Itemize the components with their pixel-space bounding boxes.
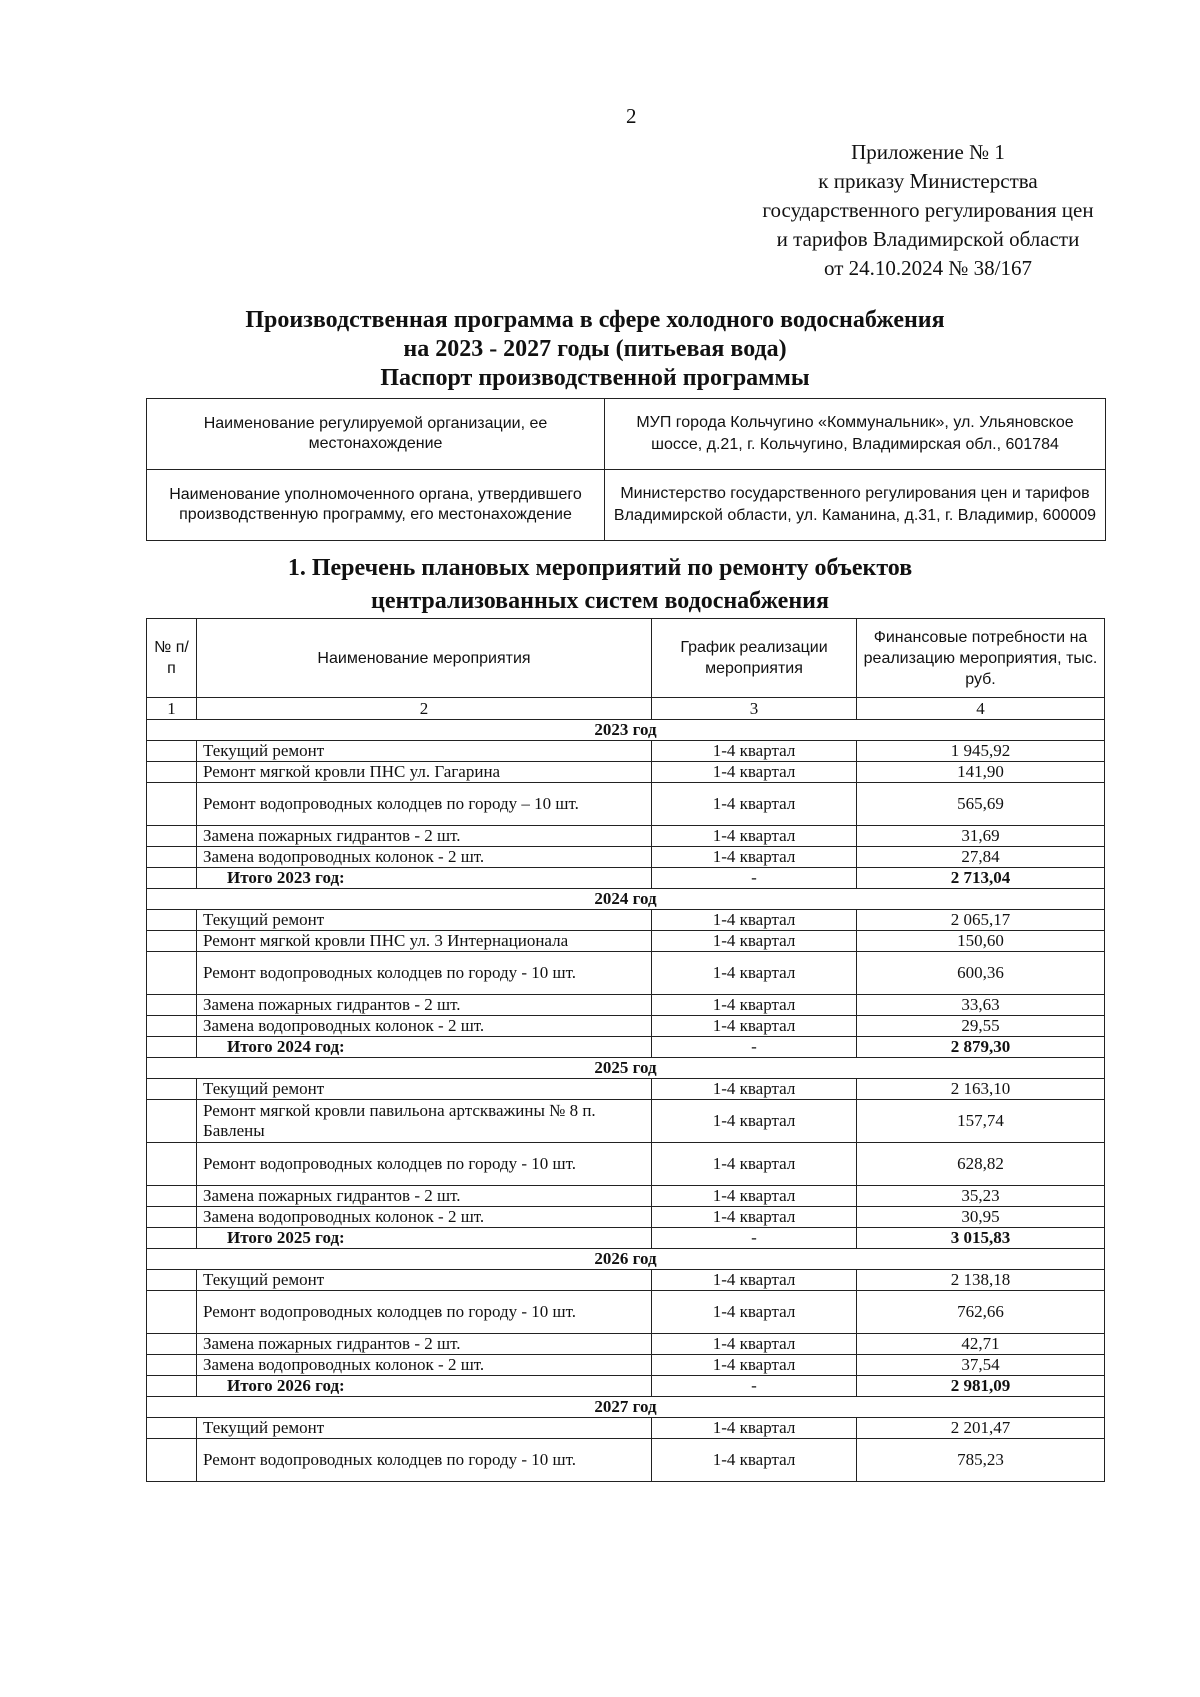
title-line-3: Паспорт производственной программы [380, 365, 810, 391]
event-amount: 628,82 [857, 1143, 1105, 1186]
event-name: Замена водопроводных колонок - 2 шт. [197, 847, 652, 868]
table-row [147, 1207, 1105, 1228]
year-label: 2023 год [147, 720, 1105, 741]
table-row [147, 847, 1105, 868]
row-number [147, 741, 197, 762]
passport-row [147, 399, 1106, 470]
title-line-2: на 2023 - 2027 годы (питьевая вода) [403, 336, 787, 362]
row-number [147, 1228, 197, 1249]
header-cell-amount: Финансовые потребности на реализацию мероприятия, тыс. руб. [857, 619, 1105, 698]
table-row [147, 952, 1105, 995]
row-number [147, 1143, 197, 1186]
event-name: Текущий ремонт [197, 1418, 652, 1439]
event-schedule: 1-4 квартал [652, 1016, 857, 1037]
event-name: Замена пожарных гидрантов - 2 шт. [197, 1186, 652, 1207]
event-amount: 2 065,17 [857, 910, 1105, 931]
row-number [147, 1037, 197, 1058]
event-schedule: 1-4 квартал [652, 1143, 857, 1186]
event-schedule: 1-4 квартал [652, 762, 857, 783]
appendix-line: от 24.10.2024 № 38/167 [823, 256, 1033, 280]
table-row [147, 783, 1105, 826]
event-name: Замена водопроводных колонок - 2 шт. [197, 1355, 652, 1376]
event-schedule: 1-4 квартал [652, 847, 857, 868]
event-name: Ремонт водопроводных колодцев по городу - 10 шт. [197, 1143, 652, 1186]
row-number [147, 1376, 197, 1397]
row-number [147, 1418, 197, 1439]
passport-value: Министерство государственного регулирования цен и тарифов Владимирской области, ул. Каманина, д.31, г. Владимир, 600009 [605, 470, 1106, 541]
year-label: 2027 год [147, 1397, 1105, 1418]
event-amount: 30,95 [857, 1207, 1105, 1228]
total-amount: 2 713,04 [857, 868, 1105, 889]
row-number [147, 1079, 197, 1100]
column-number: 3 [652, 698, 857, 720]
event-name: Ремонт водопроводных колодцев по городу – 10 шт. [197, 783, 652, 826]
event-name: Текущий ремонт [197, 1079, 652, 1100]
event-name: Ремонт мягкой кровли павильона артскважины № 8 п. Бавлены [197, 1100, 652, 1143]
total-row [147, 1037, 1105, 1058]
event-amount: 150,60 [857, 931, 1105, 952]
total-label: Итого 2025 год: [197, 1228, 652, 1249]
year-label: 2026 год [147, 1249, 1105, 1270]
event-amount: 157,74 [857, 1100, 1105, 1143]
event-amount: 2 201,47 [857, 1418, 1105, 1439]
total-row [147, 1376, 1105, 1397]
passport-value: МУП города Кольчугино «Коммунальник», ул. Ульяновское шоссе, д.21, г. Кольчугино, Владимирская обл., 601784 [605, 399, 1106, 470]
event-amount: 565,69 [857, 783, 1105, 826]
passport-label: Наименование регулируемой организации, ее местонахождение [147, 399, 605, 470]
row-number [147, 826, 197, 847]
column-number: 4 [857, 698, 1105, 720]
total-amount: 2 981,09 [857, 1376, 1105, 1397]
appendix-line: к приказу Министерства [818, 169, 1038, 193]
event-schedule: 1-4 квартал [652, 1291, 857, 1334]
event-name: Ремонт мягкой кровли ПНС ул. 3 Интернационала [197, 931, 652, 952]
year-row [147, 1058, 1105, 1079]
section-title-line-2: централизованных систем водоснабжения [371, 588, 829, 614]
passport-row [147, 470, 1106, 541]
table-row [147, 1079, 1105, 1100]
row-number [147, 1016, 197, 1037]
row-number [147, 868, 197, 889]
appendix-line: Приложение № 1 [851, 140, 1005, 164]
event-name: Замена пожарных гидрантов - 2 шт. [197, 995, 652, 1016]
table-row [147, 826, 1105, 847]
row-number [147, 995, 197, 1016]
event-schedule: 1-4 квартал [652, 826, 857, 847]
event-name: Ремонт водопроводных колодцев по городу - 10 шт. [197, 952, 652, 995]
event-schedule: 1-4 квартал [652, 1418, 857, 1439]
year-row [147, 1397, 1105, 1418]
section-title-line-1: 1. Перечень плановых мероприятий по ремонту объектов [287, 555, 913, 581]
total-row [147, 868, 1105, 889]
event-amount: 31,69 [857, 826, 1105, 847]
title-line-1: Производственная программа в сфере холодного водоснабжения [245, 307, 945, 333]
total-label: Итого 2026 год: [197, 1376, 652, 1397]
table-row [147, 741, 1105, 762]
event-schedule: 1-4 квартал [652, 995, 857, 1016]
table-row [147, 995, 1105, 1016]
event-name: Ремонт водопроводных колодцев по городу - 10 шт. [197, 1439, 652, 1482]
row-number [147, 1207, 197, 1228]
event-amount: 27,84 [857, 847, 1105, 868]
table-row [147, 1291, 1105, 1334]
event-schedule: 1-4 квартал [652, 1100, 857, 1143]
row-number [147, 783, 197, 826]
event-amount: 2 163,10 [857, 1079, 1105, 1100]
table-row [147, 762, 1105, 783]
header-cell-schedule: График реализации мероприятия [652, 619, 857, 698]
event-amount: 1 945,92 [857, 741, 1105, 762]
event-schedule: 1-4 квартал [652, 1207, 857, 1228]
year-label: 2024 год [147, 889, 1105, 910]
row-number [147, 1355, 197, 1376]
total-schedule: - [652, 1037, 857, 1058]
event-name: Текущий ремонт [197, 741, 652, 762]
events-table [146, 618, 1105, 1482]
event-schedule: 1-4 квартал [652, 1439, 857, 1482]
table-row [147, 931, 1105, 952]
event-schedule: 1-4 квартал [652, 1355, 857, 1376]
event-name: Ремонт водопроводных колодцев по городу - 10 шт. [197, 1291, 652, 1334]
event-schedule: 1-4 квартал [652, 1079, 857, 1100]
header-cell-number: № п/п [147, 619, 197, 698]
year-row [147, 889, 1105, 910]
appendix-line: и тарифов Владимирской области [776, 227, 1080, 251]
row-number [147, 1186, 197, 1207]
year-row [147, 1249, 1105, 1270]
total-row [147, 1228, 1105, 1249]
total-label: Итого 2023 год: [197, 868, 652, 889]
event-schedule: 1-4 квартал [652, 910, 857, 931]
table-row [147, 1334, 1105, 1355]
section-title [150, 552, 1050, 618]
appendix-block [728, 138, 1128, 283]
year-row [147, 720, 1105, 741]
event-name: Замена водопроводных колонок - 2 шт. [197, 1016, 652, 1037]
table-row [147, 1355, 1105, 1376]
table-row [147, 1016, 1105, 1037]
event-name: Текущий ремонт [197, 910, 652, 931]
row-number [147, 1100, 197, 1143]
table-row [147, 1418, 1105, 1439]
table-header-row [147, 619, 1105, 698]
header-cell-name: Наименование мероприятия [197, 619, 652, 698]
event-name: Ремонт мягкой кровли ПНС ул. Гагарина [197, 762, 652, 783]
column-number-row [147, 698, 1105, 720]
total-label: Итого 2024 год: [197, 1037, 652, 1058]
event-amount: 141,90 [857, 762, 1105, 783]
event-amount: 35,23 [857, 1186, 1105, 1207]
row-number [147, 931, 197, 952]
event-schedule: 1-4 квартал [652, 952, 857, 995]
passport-table [146, 398, 1106, 541]
total-amount: 3 015,83 [857, 1228, 1105, 1249]
event-name: Замена пожарных гидрантов - 2 шт. [197, 826, 652, 847]
table-row [147, 1143, 1105, 1186]
total-schedule: - [652, 1228, 857, 1249]
table-row [147, 910, 1105, 931]
event-amount: 33,63 [857, 995, 1105, 1016]
event-amount: 37,54 [857, 1355, 1105, 1376]
row-number [147, 762, 197, 783]
event-amount: 600,36 [857, 952, 1105, 995]
event-amount: 785,23 [857, 1439, 1105, 1482]
event-schedule: 1-4 квартал [652, 783, 857, 826]
event-name: Замена пожарных гидрантов - 2 шт. [197, 1334, 652, 1355]
row-number [147, 910, 197, 931]
row-number [147, 1291, 197, 1334]
event-schedule: 1-4 квартал [652, 1270, 857, 1291]
event-name: Текущий ремонт [197, 1270, 652, 1291]
table-row [147, 1100, 1105, 1143]
event-schedule: 1-4 квартал [652, 1334, 857, 1355]
total-schedule: - [652, 868, 857, 889]
table-row [147, 1270, 1105, 1291]
table-row [147, 1186, 1105, 1207]
event-schedule: 1-4 квартал [652, 931, 857, 952]
event-amount: 762,66 [857, 1291, 1105, 1334]
year-label: 2025 год [147, 1058, 1105, 1079]
total-schedule: - [652, 1376, 857, 1397]
page-number: 2 [626, 104, 637, 128]
event-schedule: 1-4 квартал [652, 1186, 857, 1207]
total-amount: 2 879,30 [857, 1037, 1105, 1058]
row-number [147, 1270, 197, 1291]
column-number: 1 [147, 698, 197, 720]
row-number [147, 1439, 197, 1482]
row-number [147, 952, 197, 995]
event-amount: 42,71 [857, 1334, 1105, 1355]
column-number: 2 [197, 698, 652, 720]
appendix-line: государственного регулирования цен [762, 198, 1094, 222]
event-amount: 2 138,18 [857, 1270, 1105, 1291]
table-row [147, 1439, 1105, 1482]
row-number [147, 1334, 197, 1355]
event-schedule: 1-4 квартал [652, 741, 857, 762]
document-title [150, 306, 1040, 393]
event-name: Замена водопроводных колонок - 2 шт. [197, 1207, 652, 1228]
passport-label: Наименование уполномоченного органа, утвердившего производственную программу, его местонахождение [147, 470, 605, 541]
event-amount: 29,55 [857, 1016, 1105, 1037]
row-number [147, 847, 197, 868]
